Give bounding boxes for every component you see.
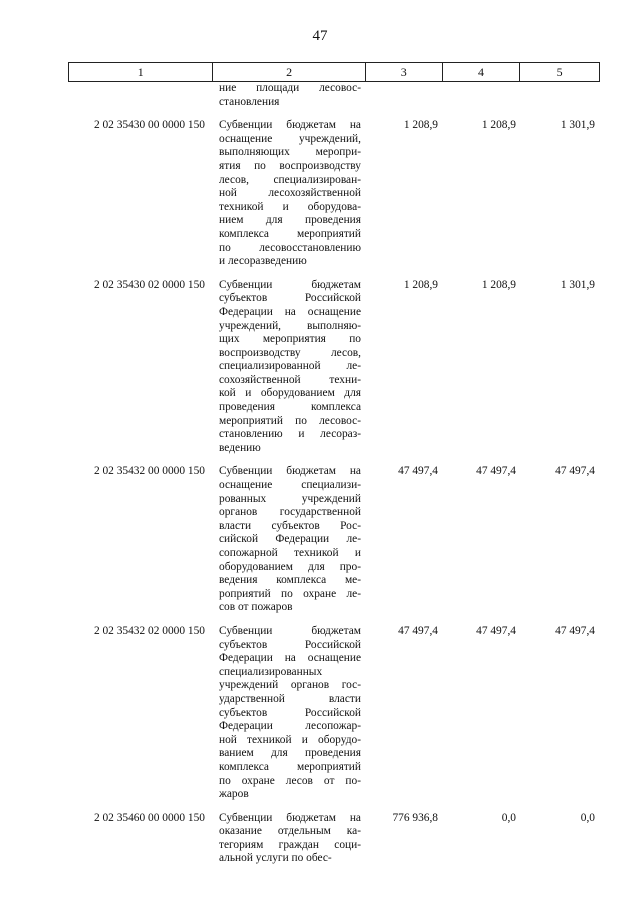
description-line: Субвенции бюджетам на <box>219 811 361 824</box>
description-line: Субвенции бюджетам <box>219 278 361 291</box>
description-line: Субвенции бюджетам на <box>219 119 361 132</box>
description-line: воспроизводству лесов, <box>219 346 361 359</box>
page-number: 47 <box>312 28 328 44</box>
amount-col-4 <box>443 82 521 109</box>
budget-table <box>68 62 600 866</box>
description-line: мероприятий по лесовос- <box>219 414 361 427</box>
description-line: Субвенции бюджетам на <box>219 465 361 478</box>
description-line: сов от пожаров <box>219 601 293 614</box>
table-row <box>68 465 600 615</box>
description-line: ведению <box>219 441 261 454</box>
table-row <box>68 625 600 802</box>
header-col-3: 3 <box>366 63 443 81</box>
header-col-2: 2 <box>213 63 365 81</box>
description-line: комплекса мероприятий <box>219 227 361 240</box>
amount-col-5: 1 301,9 <box>560 278 595 291</box>
description-line: техникой и оборудова- <box>219 200 361 213</box>
description-line: сохозяйственной техни- <box>219 373 361 386</box>
description-line: нием для проведения <box>219 214 361 227</box>
table-row <box>68 279 600 456</box>
description-line: ятия по воспроизводству <box>219 159 361 172</box>
description-line: сопожарной техникой и <box>219 547 361 559</box>
table-body <box>68 82 600 866</box>
description-line: сийской Федерации ле- <box>219 533 361 546</box>
description-line: ной техникой и оборудо- <box>219 733 361 746</box>
row-description <box>213 812 366 866</box>
amount-col-5: 1 301,9 <box>560 119 595 132</box>
amount-col-3: 1 208,9 <box>403 278 438 291</box>
amount-col-5 <box>521 82 600 109</box>
table-row <box>68 82 600 109</box>
description-line: жаров <box>219 788 249 801</box>
amount-col-4: 47 497,4 <box>476 624 516 637</box>
description-line: Федерации на оснащение <box>219 305 361 318</box>
amount-col-5: 47 497,4 <box>555 465 595 478</box>
description-line: комплекса мероприятий <box>219 760 361 773</box>
header-col-4: 4 <box>443 63 521 81</box>
budget-code <box>68 82 213 109</box>
table-header <box>68 62 600 82</box>
amount-col-3: 776 936,8 <box>392 811 438 824</box>
description-line: Федерации на оснащение <box>219 652 361 665</box>
row-description <box>213 82 366 109</box>
table-row <box>68 119 600 269</box>
amount-col-5: 47 497,4 <box>555 624 595 637</box>
description-line: субъектов Российской <box>219 292 361 305</box>
description-line: и лесоразведению <box>219 255 307 268</box>
description-line: власти субъектов Рос- <box>219 519 361 532</box>
description-line: учреждений органов гос- <box>219 679 361 692</box>
amount-col-4: 1 208,9 <box>481 278 516 291</box>
description-line: ние площади лесовос- <box>219 82 361 94</box>
amount-col-4: 0,0 <box>501 811 516 824</box>
table-row <box>68 812 600 866</box>
description-line: Субвенции бюджетам <box>219 624 361 637</box>
description-line: кой и оборудованием для <box>219 387 361 400</box>
amount-col-4: 47 497,4 <box>476 465 516 478</box>
budget-code: 2 02 35430 00 0000 150 <box>93 119 205 132</box>
description-line: субъектов Российской <box>219 706 361 719</box>
description-line: рованных учреждений <box>219 492 361 505</box>
amount-col-5: 0,0 <box>580 811 595 824</box>
description-line: проведения комплекса <box>219 401 361 414</box>
header-col-5: 5 <box>556 65 563 79</box>
description-line: специализированных <box>219 665 323 678</box>
description-line: выполняющих меропри- <box>219 146 361 159</box>
amount-col-3 <box>366 82 443 109</box>
description-line: учреждений, выполняю- <box>219 319 361 332</box>
budget-code: 2 02 35430 02 0000 150 <box>93 278 205 291</box>
amount-col-3: 1 208,9 <box>403 119 438 132</box>
description-line: ванием для проведения <box>219 747 361 760</box>
row-description <box>213 279 366 456</box>
description-line: по лесовосстановлению <box>219 241 361 254</box>
description-line: альной услуги по обес- <box>219 852 332 865</box>
description-line: Федерации лесопожар- <box>219 720 361 733</box>
description-line: ударственной власти <box>219 692 361 705</box>
amount-col-4: 1 208,9 <box>481 119 516 132</box>
description-line: оснащение специализи- <box>219 479 361 492</box>
budget-code: 2 02 35432 02 0000 150 <box>93 624 205 637</box>
row-description <box>213 625 366 802</box>
description-line: органов государственной <box>219 506 361 519</box>
amount-col-3: 47 497,4 <box>398 624 438 637</box>
description-line: роприятий по охране ле- <box>219 587 361 600</box>
description-line: оснащение учреждений, <box>219 132 361 145</box>
description-line: по охране лесов от по- <box>219 774 361 787</box>
description-line: щих мероприятия по <box>219 333 361 346</box>
description-line: субъектов Российской <box>219 638 361 651</box>
description-line: тегориям граждан соци- <box>219 838 361 851</box>
description-line: оказание отдельным ка- <box>219 825 361 838</box>
description-line: лесов, специализирован- <box>219 173 361 186</box>
description-line: ной лесохозяйственной <box>219 187 361 200</box>
budget-code: 2 02 35460 00 0000 150 <box>93 811 205 824</box>
budget-code: 2 02 35432 00 0000 150 <box>93 465 205 478</box>
row-description <box>213 465 366 615</box>
header-col-1: 1 <box>69 63 213 81</box>
amount-col-3: 47 497,4 <box>398 465 438 478</box>
description-line: становления <box>219 95 280 108</box>
description-line: ведения комплекса ме- <box>219 574 361 587</box>
description-line: оборудованием для про- <box>219 560 361 573</box>
row-description <box>213 119 366 269</box>
description-line: специализированной ле- <box>219 360 361 373</box>
description-line: становлению и лесораз- <box>219 428 361 441</box>
